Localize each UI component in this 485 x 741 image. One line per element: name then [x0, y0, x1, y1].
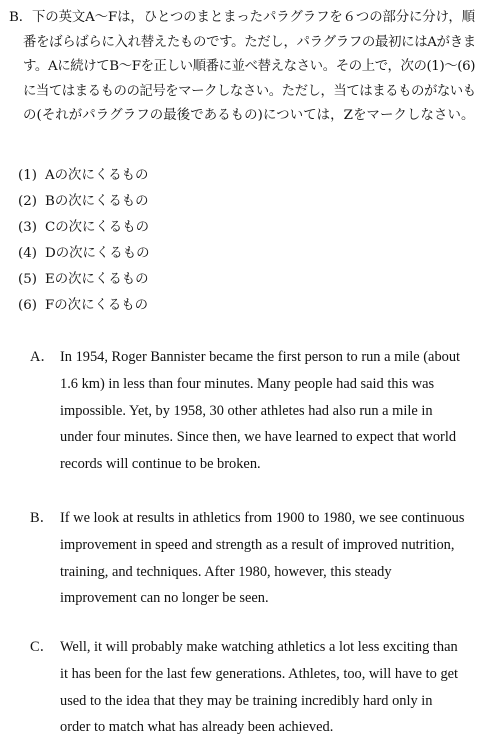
paragraph-line: In 1954, Roger Bannister became the first person to run a mile (about	[60, 349, 461, 365]
question-item	[18, 189, 149, 215]
paragraph-a	[30, 344, 476, 478]
question-item	[18, 163, 149, 189]
paragraph-label: B．	[30, 510, 54, 526]
instruction-line: 番をばらばらに入れ替えたものです。ただし，パラグラフの最初にはAがきま	[23, 34, 476, 50]
instruction-line: す。Aに続けてB～Fを正しい順番に並べ替えなさい。その上で，次の(1)～(6)	[23, 59, 476, 74]
paragraph-line: training, and techniques. After 1980, however, this steady	[60, 563, 392, 580]
question-text: Bの次にくるもの	[45, 194, 149, 209]
instruction-line: に当てはまるものの記号をマークしなさい。ただし，当てはまるものがないも	[23, 83, 476, 99]
question-item	[18, 267, 149, 293]
question-text: Cの次にくるもの	[45, 220, 149, 235]
paragraph-label: A．	[30, 349, 55, 365]
paragraph-line: Well, it will probably make watching athletics a lot less exciting than	[60, 639, 458, 655]
paragraph-line: records will continue to be broken.	[60, 456, 261, 473]
paragraph-line: used to the idea that they may be training incredibly hard only in	[60, 692, 433, 709]
paragraph-line: improvement in speed and strength as a result of improved nutrition,	[60, 536, 455, 553]
paragraph-line: order to match what has already been achieved.	[60, 719, 334, 736]
question-number: (6)	[18, 298, 37, 313]
question-number: (2)	[18, 194, 37, 209]
paragraph-line: it has been for the last few generations. Athletes, too, will have to get	[60, 665, 459, 682]
paragraph-line: improvement can no longer be seen.	[60, 590, 269, 607]
paragraph-c	[30, 634, 476, 741]
question-item	[18, 215, 149, 241]
paragraph-line: under four minutes. Since then, we have learned to expect that world	[60, 429, 457, 446]
question-text: Fの次にくるもの	[45, 298, 149, 313]
question-text: Eの次にくるもの	[45, 272, 149, 287]
question-number: (5)	[18, 272, 37, 287]
question-number: (1)	[18, 168, 37, 183]
paragraph-line: impossible. Yet, by 1958, 30 other athletes had also run a mile in	[60, 402, 433, 419]
question-number: (4)	[18, 246, 37, 261]
instruction-line: B．下の英文A～Fは，ひとつのまとまったパラグラフを６つの部分に分け，順	[9, 10, 475, 25]
instructions	[9, 6, 479, 129]
paragraph-b	[30, 505, 476, 612]
question-item	[18, 241, 149, 267]
question-number: (3)	[18, 220, 37, 235]
question-list	[18, 163, 149, 319]
paragraph-line: 1.6 km) in less than four minutes. Many people had said this was	[60, 375, 435, 392]
paragraph-line: If we look at results in athletics from 1900 to 1980, we see continuous	[60, 510, 465, 526]
question-text: Dの次にくるもの	[45, 246, 150, 261]
instruction-line: の(それがパラグラフの最後であるもの)については，Zをマークしなさい。	[23, 108, 475, 123]
question-text: Aの次にくるもの	[45, 168, 149, 183]
paragraph-label: C．	[30, 639, 54, 655]
question-item	[18, 293, 149, 319]
